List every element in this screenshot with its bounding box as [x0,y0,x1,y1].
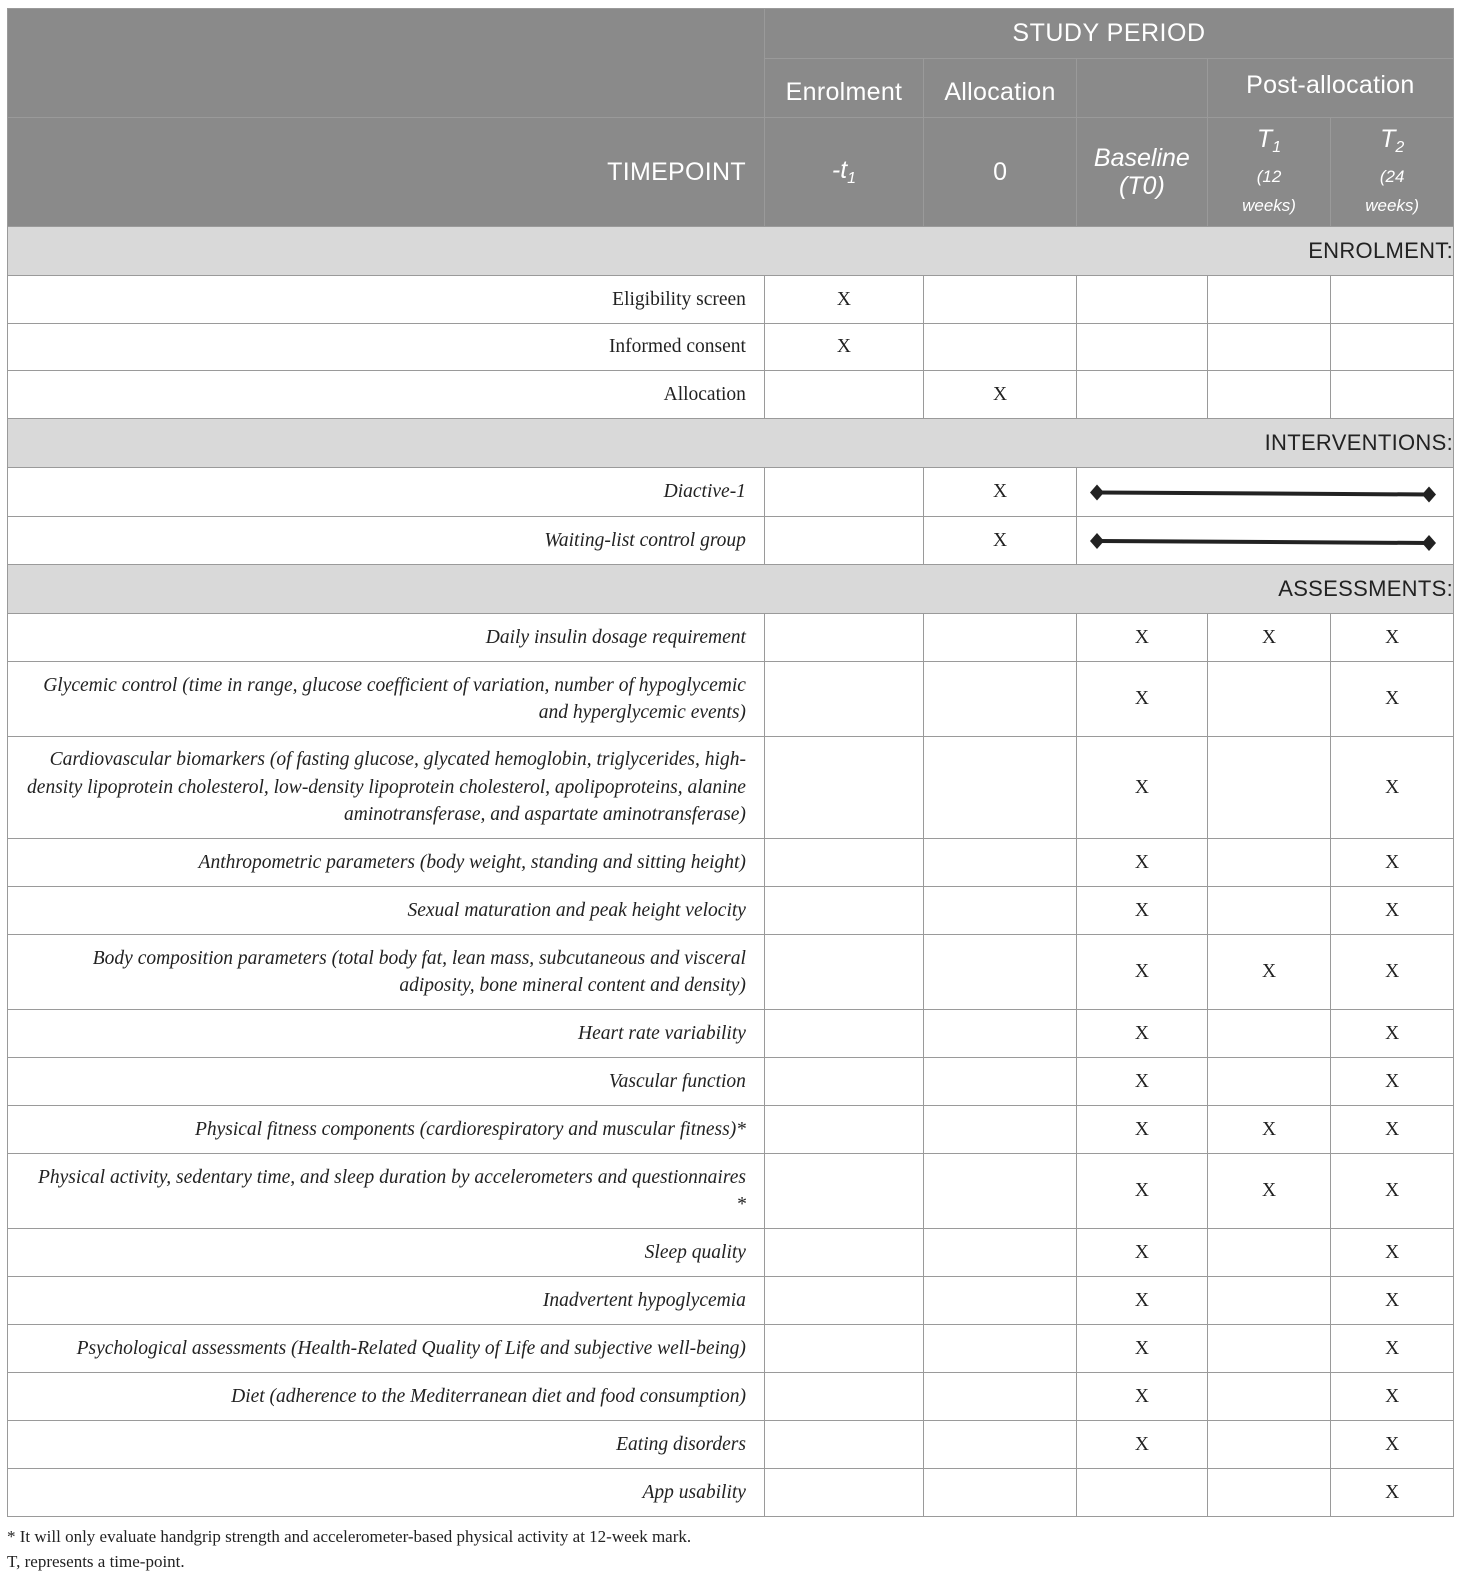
mark-cell [924,1421,1077,1469]
timepoint-t1 [1207,118,1331,227]
mark-cell [1207,1010,1331,1058]
mark-cell: X [1207,614,1331,662]
arrow-end-diamond [1422,487,1436,503]
row-label: Heart rate variability [8,1010,765,1058]
mark-cell [764,935,923,1010]
mark-cell [764,517,923,565]
table-row [8,839,1454,887]
table-row [8,935,1454,1010]
mark-cell: X [1207,1154,1331,1229]
table-row [8,1010,1454,1058]
table-row [8,324,1454,371]
mark-cell: X [1331,737,1454,839]
study-period-heading: STUDY PERIOD [764,9,1453,59]
table-row [8,1373,1454,1421]
mark-cell: X [1331,1106,1454,1154]
mark-cell [924,1154,1077,1229]
mark-cell: X [1077,1421,1208,1469]
mark-cell: X [924,371,1077,419]
section-assessments: ASSESSMENTS: [8,565,1454,614]
table-row [8,1229,1454,1277]
mark-cell [924,1010,1077,1058]
duration-arrow [1077,517,1449,565]
allocation-heading: Allocation [924,59,1077,118]
mark-cell: X [1331,1229,1454,1277]
baseline-line1: Baseline [1093,144,1190,172]
t1-weeks-line1: (12 [1256,166,1282,186]
mark-cell: X [1331,1373,1454,1421]
duration-arrow-cell [1077,468,1454,517]
mark-cell [1207,662,1331,737]
row-label: Glycemic control (time in range, glucose coefficient of variation, number of hypoglycemic and hyperglycemic events) [8,662,765,737]
table-row [8,737,1454,839]
mark-cell [1207,276,1331,324]
mark-cell [764,1154,923,1229]
mark-cell: X [1077,1058,1208,1106]
mark-cell [764,1010,923,1058]
mark-cell [764,1373,923,1421]
mark-cell: X [1077,839,1208,887]
row-label: Eating disorders [8,1421,765,1469]
mark-cell [1331,371,1454,419]
mark-cell: X [1331,1325,1454,1373]
mark-cell [1331,276,1454,324]
mark-cell [764,1106,923,1154]
mark-cell [1207,1469,1331,1517]
row-label: App usability [8,1469,765,1517]
footnotes [7,1524,1454,1574]
duration-arrow [1077,468,1449,517]
mark-cell [1207,371,1331,419]
mark-cell: X [1077,737,1208,839]
mark-cell [764,1469,923,1517]
table-row [8,371,1454,419]
mark-cell [764,1277,923,1325]
mark-cell: X [764,324,923,371]
t1-main: T [1256,124,1273,153]
baseline-line2: (T0) [1118,172,1165,200]
mark-cell: X [1077,1325,1208,1373]
mark-cell: X [1331,662,1454,737]
mark-cell: X [1331,1154,1454,1229]
mark-cell: X [1077,1106,1208,1154]
mark-cell [1207,1229,1331,1277]
table-row [8,1058,1454,1106]
mark-cell: X [1331,614,1454,662]
mark-cell [924,1058,1077,1106]
section-enrolment: ENROLMENT: [8,227,1454,276]
row-label: Inadvertent hypoglycemia [8,1277,765,1325]
mark-cell: X [1331,1421,1454,1469]
arrow-start-diamond [1090,485,1104,501]
mark-cell [764,1325,923,1373]
mark-cell: X [924,517,1077,565]
row-label: Psychological assessments (Health-Related Quality of Life and subjective well-being) [8,1325,765,1373]
mark-cell [924,276,1077,324]
mark-cell: X [1331,1277,1454,1325]
mark-cell: X [1077,887,1208,935]
mark-cell [764,1058,923,1106]
t2-weeks-line2: weeks) [1365,195,1420,215]
mark-cell: X [1331,887,1454,935]
table-row [8,517,1454,565]
arrow-end-diamond [1422,535,1436,551]
row-label: Diactive-1 [8,468,765,517]
mark-cell: X [1077,1010,1208,1058]
mark-cell [1207,1421,1331,1469]
row-label: Body composition parameters (total body fat, lean mass, subcutaneous and visceral adiposity, bone mineral content and density) [8,935,765,1010]
mark-cell [1207,737,1331,839]
mark-cell [1077,371,1208,419]
row-label: Physical activity, sedentary time, and sleep duration by accelerometers and questionnaires * [8,1154,765,1229]
table-row [8,1106,1454,1154]
mark-cell [764,614,923,662]
table-row [8,614,1454,662]
mark-cell [924,1106,1077,1154]
row-label: Sleep quality [8,1229,765,1277]
t2-sub: 2 [1395,138,1405,156]
mark-cell [924,737,1077,839]
mark-cell: X [1331,1469,1454,1517]
mark-cell: X [1207,1106,1331,1154]
mark-cell: X [1077,1277,1208,1325]
mark-cell [1207,1058,1331,1106]
mark-cell: X [1331,935,1454,1010]
mark-cell [764,468,923,517]
table-row [8,276,1454,324]
mark-cell: X [1077,614,1208,662]
mark-cell [924,1373,1077,1421]
mark-cell [924,935,1077,1010]
mark-cell: X [1077,935,1208,1010]
timepoint-t2 [1331,118,1454,227]
spirit-schedule [7,8,1454,1574]
mark-cell: X [764,276,923,324]
table-row [8,468,1454,517]
mark-cell [1207,839,1331,887]
mark-cell [1207,1277,1331,1325]
table-row [8,1277,1454,1325]
timepoint-allocation: 0 [924,118,1077,227]
mark-cell [924,1277,1077,1325]
mark-cell [1331,324,1454,371]
mark-cell [764,371,923,419]
duration-arrow-cell [1077,517,1454,565]
mark-cell [1207,887,1331,935]
mark-cell [924,1469,1077,1517]
mark-cell: X [1331,1010,1454,1058]
table-row [8,887,1454,935]
duration-line [1097,541,1429,543]
table-row [8,1469,1454,1517]
mark-cell [764,662,923,737]
row-label: Cardiovascular biomarkers (of fasting glucose, glycated hemoglobin, triglycerides, high-density lipoprotein cholesterol, low-density lipoprotein cholesterol, apolipoproteins, alanine aminotransferase, and aspartate aminotransferase) [8,737,765,839]
t2-symbol [1331,125,1453,162]
mark-cell [1077,276,1208,324]
mark-cell [924,887,1077,935]
schedule-table [7,8,1454,1517]
mark-cell [924,1325,1077,1373]
row-label: Daily insulin dosage requirement [8,614,765,662]
mark-cell: X [1077,662,1208,737]
mark-cell [1207,1373,1331,1421]
mark-cell [764,1421,923,1469]
row-label: Diet (adherence to the Mediterranean diet and food consumption) [8,1373,765,1421]
t1-sub: 1 [1272,138,1282,156]
mark-cell [764,887,923,935]
mark-cell [1207,324,1331,371]
mark-cell [924,662,1077,737]
footnote-1: * It will only evaluate handgrip strength and accelerometer-based physical activity at 12-week mark. [7,1527,692,1546]
row-label: Physical fitness components (cardiorespiratory and muscular fitness)* [8,1106,765,1154]
table-row [8,1154,1454,1229]
mark-cell [764,839,923,887]
mark-cell [924,324,1077,371]
mark-cell [764,737,923,839]
mark-cell [1077,1469,1208,1517]
tp-enrol-sub: 1 [847,170,857,187]
row-label: Sexual maturation and peak height velocity [8,887,765,935]
footnote-2: T, represents a time-point. [7,1552,185,1571]
timepoint-baseline [1077,118,1208,227]
mark-cell [1077,324,1208,371]
mark-cell [924,1229,1077,1277]
tp-enrol-main: -t [831,156,848,184]
table-row [8,1325,1454,1373]
table-row [8,1421,1454,1469]
mark-cell [924,839,1077,887]
row-label: Eligibility screen [8,276,765,324]
mark-cell [764,1229,923,1277]
arrow-start-diamond [1090,533,1104,549]
row-label: Informed consent [8,324,765,371]
mark-cell: X [1207,935,1331,1010]
timepoint-label: TIMEPOINT [8,118,765,227]
mark-cell: X [1331,839,1454,887]
row-label: Vascular function [8,1058,765,1106]
table-row [8,662,1454,737]
section-interventions: INTERVENTIONS: [8,419,1454,468]
timepoint-enrolment [764,118,923,227]
mark-cell: X [1077,1229,1208,1277]
mark-cell: X [1077,1154,1208,1229]
mark-cell: X [1331,1058,1454,1106]
t1-symbol [1208,125,1331,162]
post-allocation-heading: Post-allocation [1207,59,1453,118]
row-label: Allocation [8,371,765,419]
mark-cell: X [924,468,1077,517]
row-label: Anthropometric parameters (body weight, standing and sitting height) [8,839,765,887]
enrolment-heading: Enrolment [764,59,923,118]
t2-main: T [1380,124,1396,153]
duration-line [1097,493,1429,495]
mark-cell [1207,1325,1331,1373]
mark-cell [924,614,1077,662]
mark-cell: X [1077,1373,1208,1421]
post-allocation-spacer [1077,59,1208,118]
header-corner [8,9,765,118]
t1-weeks-line2: weeks) [1242,195,1296,215]
row-label: Waiting-list control group [8,517,765,565]
t2-weeks-line1: (24 [1379,166,1405,186]
